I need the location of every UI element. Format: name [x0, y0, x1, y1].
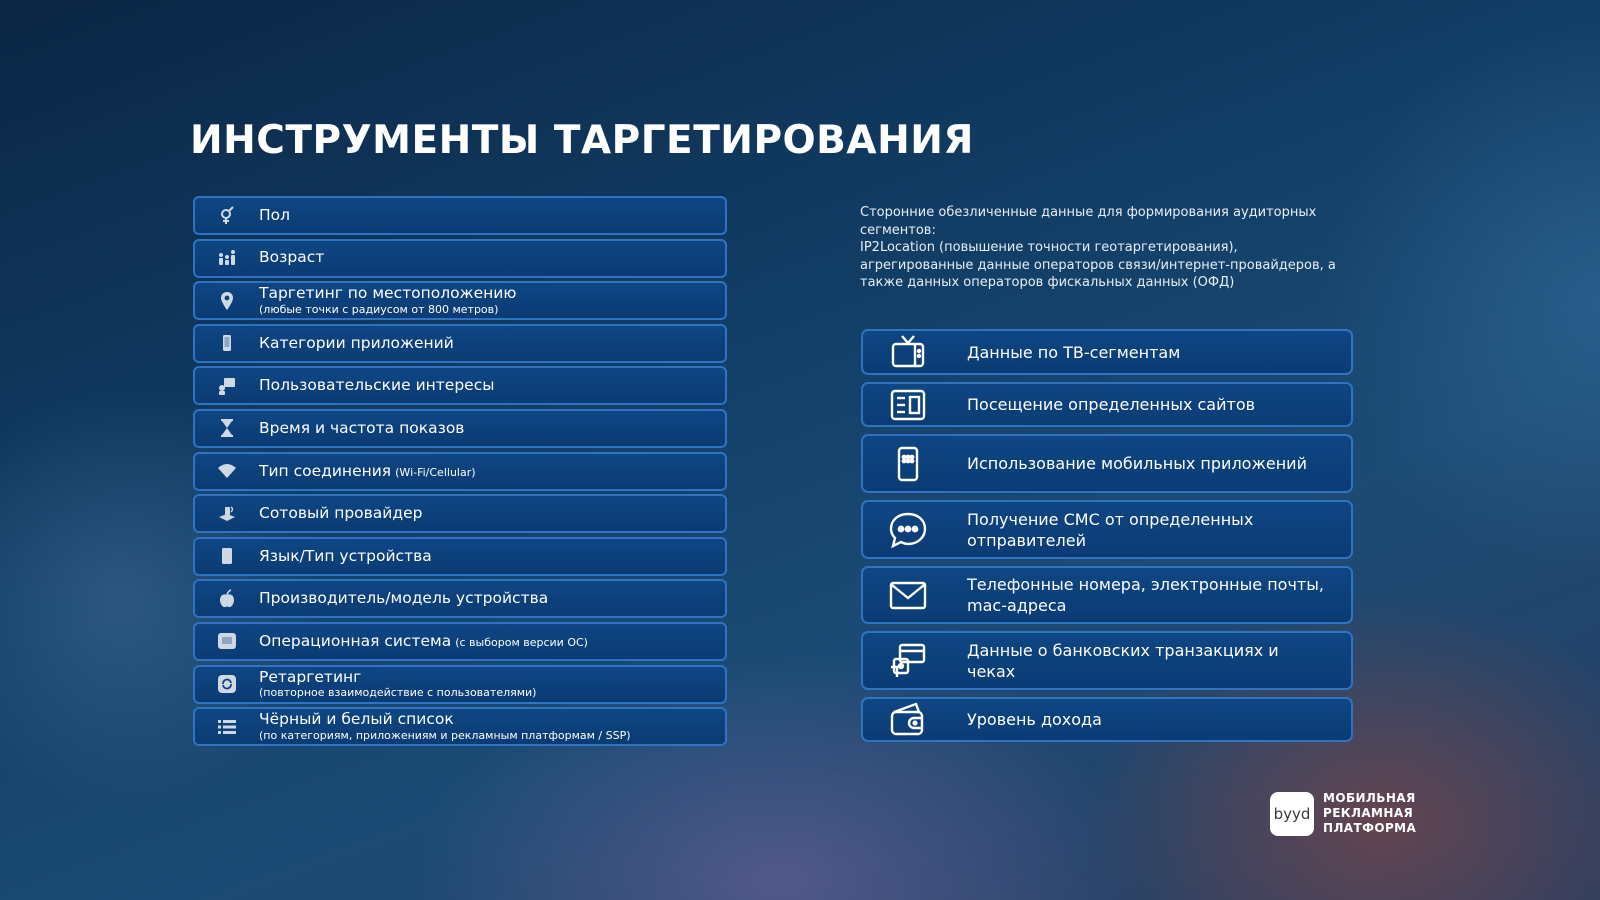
website-icon — [887, 384, 929, 426]
segment-item-bank-transactions — [861, 631, 1353, 690]
segment-item-contacts — [861, 566, 1353, 624]
targeting-item-label: Пол — [259, 205, 291, 224]
gender-icon — [215, 204, 239, 228]
phone-icon — [215, 331, 239, 355]
targeting-item-label: Операционная система — [259, 632, 452, 651]
targeting-item-black-white-list — [193, 707, 727, 746]
segment-item-label: Данные о банковских транзакциях и чеках — [967, 640, 1279, 681]
description-line: IP2Location (повышение точности геотаргетирования), агрегированные данные операторов связи/интернет-провайдеров, а также данных операторов фискальных данных (ОФД) — [860, 240, 1336, 290]
targeting-item-app-categories — [193, 324, 727, 363]
targeting-item-gender — [193, 196, 727, 235]
device-icon — [215, 544, 239, 568]
targeting-item-connection-type — [193, 452, 727, 491]
targeting-item-time-frequency — [193, 409, 727, 448]
list-icon — [215, 715, 239, 739]
targeting-item-label: Время и частота показов — [259, 418, 465, 437]
targeting-item-label: Язык/Тип устройства — [259, 546, 432, 565]
logo-tagline-line: РЕКЛАМНАЯ — [1323, 806, 1414, 820]
targeting-item-label: Тип соединения — [259, 461, 392, 480]
targeting-item-os — [193, 622, 727, 661]
apple-icon — [215, 587, 239, 611]
interests-icon — [215, 374, 239, 398]
targeting-item-label: Возраст — [259, 248, 325, 267]
segment-item-sms — [861, 500, 1353, 559]
targeting-item-label: Таргетинг по местоположению — [259, 284, 517, 303]
targeting-item-note: (повторное взаимодействие с пользователями) — [259, 686, 537, 700]
segment-item-label: Данные по ТВ-сегментам — [967, 342, 1181, 362]
targeting-item-note: (любые точки с радиусом от 800 метров) — [259, 302, 499, 316]
targeting-item-label: Ретаргетинг — [259, 667, 362, 686]
sms-icon — [887, 509, 929, 551]
hourglass-icon — [215, 416, 239, 440]
people-age-icon — [215, 246, 239, 270]
description-line: Сторонние обезличенные данные для формирования аудиторных сегментов: — [860, 205, 1317, 238]
targeting-item-label: Категории приложений — [259, 333, 454, 352]
page-title: ИНСТРУМЕНТЫ ТАРГЕТИРОВАНИЯ — [190, 118, 974, 163]
mobile-app-icon — [887, 443, 929, 485]
cell-provider-icon — [215, 502, 239, 526]
segment-item-label: Получение СМС от определенных отправителей — [967, 509, 1254, 550]
targeting-item-label: Сотовый провайдер — [259, 503, 423, 522]
tv-icon — [887, 331, 929, 373]
mail-icon — [887, 574, 929, 616]
third-party-data-description — [860, 204, 1340, 292]
targeting-item-manufacturer — [193, 579, 727, 618]
os-icon — [215, 629, 239, 653]
targeting-list — [193, 196, 727, 750]
segment-item-label: Телефонные номера, электронные почты, mac-адреса — [967, 575, 1324, 615]
targeting-item-cell-provider — [193, 494, 727, 533]
location-pin-icon — [215, 289, 239, 313]
targeting-item-label: Чёрный и белый список — [259, 710, 454, 729]
targeting-item-interests — [193, 366, 727, 405]
segment-item-label: Посещение определенных сайтов — [967, 395, 1256, 414]
retarget-icon — [215, 672, 239, 696]
targeting-item-note: (Wi-Fi/Cellular) — [395, 465, 476, 479]
wallet-icon — [887, 699, 929, 741]
logo-tagline-line: МОБИЛЬНАЯ — [1323, 791, 1416, 805]
segment-item-label: Уровень дохода — [967, 710, 1102, 729]
segment-item-tv — [861, 329, 1353, 375]
targeting-item-label: Производитель/модель устройства — [259, 589, 549, 608]
targeting-item-note: (по категориям, приложениям и рекламным платформам / SSP) — [259, 728, 631, 742]
segment-item-websites — [861, 382, 1353, 427]
company-logo — [1270, 791, 1416, 836]
logo-tagline-line: ПЛАТФОРМА — [1323, 821, 1417, 835]
targeting-item-language-device — [193, 537, 727, 576]
bank-card-icon — [887, 640, 929, 682]
targeting-item-location — [193, 281, 727, 320]
wifi-icon — [215, 459, 239, 483]
logo-tagline — [1323, 791, 1416, 836]
targeting-item-label: Пользовательские интересы — [259, 376, 495, 395]
targeting-item-retargeting — [193, 665, 727, 704]
data-segments-list — [861, 329, 1353, 749]
segment-item-income — [861, 697, 1353, 742]
segment-item-label: Использование мобильных приложений — [967, 454, 1307, 473]
targeting-item-note: (с выбором версии ОС) — [455, 636, 588, 650]
byyd-logo-mark: byyd — [1270, 792, 1314, 836]
segment-item-mobile-apps — [861, 434, 1353, 493]
targeting-item-age — [193, 239, 727, 278]
